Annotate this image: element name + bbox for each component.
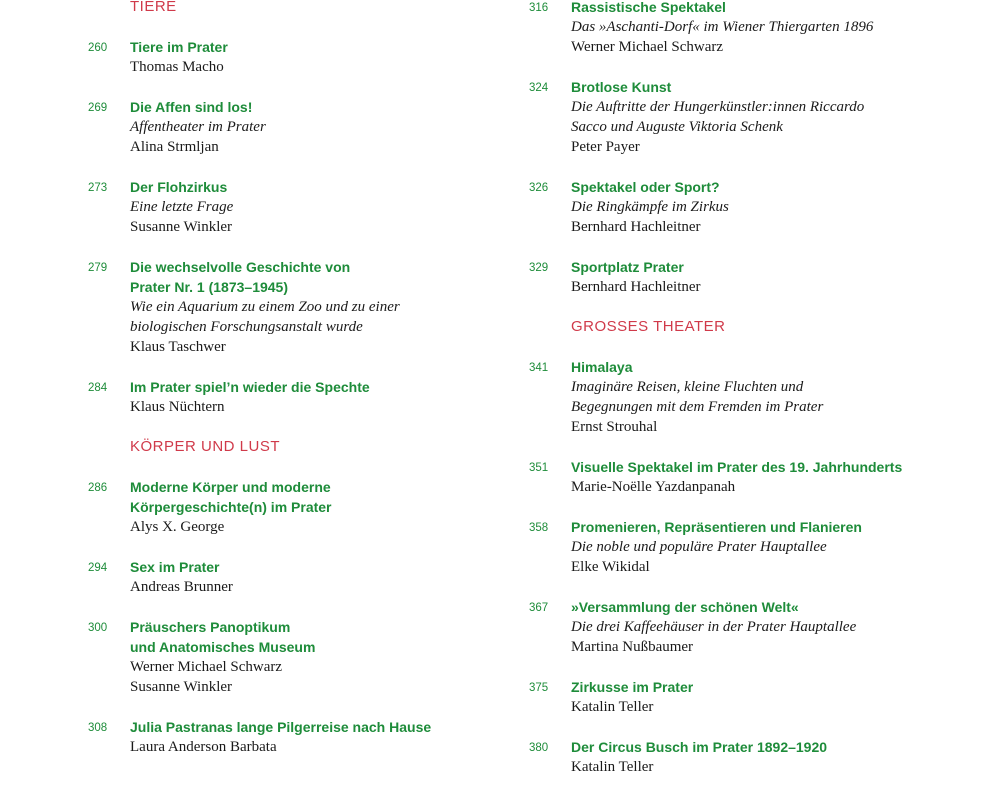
toc-entry-authors: Katalin Teller bbox=[571, 699, 654, 715]
toc-entry-subtitle: Eine letzte Frage bbox=[130, 199, 234, 215]
toc-left-column bbox=[88, 0, 528, 777]
toc-entry-title[interactable]: Julia Pastranas lange Pilgerreise nach Hause bbox=[130, 719, 432, 735]
toc-entry-authors: Bernhard Hachleitner bbox=[571, 219, 701, 235]
page-number: 269 bbox=[88, 102, 108, 114]
toc-entry-body bbox=[571, 357, 969, 437]
toc-entry[interactable] bbox=[529, 457, 969, 497]
toc-entry-authors: Alys X. George bbox=[130, 519, 225, 535]
toc-entry-title[interactable]: Rassistische Spektakel bbox=[571, 0, 726, 15]
toc-entry-subtitle: Die drei Kaffeehäuser in der Prater Hauptallee bbox=[571, 619, 857, 635]
toc-entry-title[interactable]: Sex im Prater bbox=[130, 559, 220, 575]
toc-entry-title[interactable]: Der Flohzirkus bbox=[130, 179, 228, 195]
toc-entry-authors: Andreas Brunner bbox=[130, 579, 233, 595]
toc-entry-authors: Alina Strmljan bbox=[130, 139, 219, 155]
page-number: 324 bbox=[529, 82, 549, 94]
toc-entry[interactable] bbox=[529, 357, 969, 437]
page-number: 316 bbox=[529, 2, 549, 14]
toc-entry-authors: Elke Wikidal bbox=[571, 559, 650, 575]
toc-entry-authors: Laura Anderson Barbata bbox=[130, 739, 277, 755]
toc-entry-subtitle: Die Ringkämpfe im Zirkus bbox=[571, 199, 729, 215]
toc-entry-title[interactable]: Zirkusse im Prater bbox=[571, 679, 694, 695]
toc-entry-body bbox=[130, 377, 528, 417]
section-heading-tiere: TIERE bbox=[130, 0, 177, 15]
toc-entry-subtitle: Die noble und populäre Prater Hauptallee bbox=[571, 539, 827, 555]
toc-entry-title[interactable]: Der Circus Busch im Prater 1892–1920 bbox=[571, 739, 828, 755]
toc-entry-title[interactable]: Die wechselvolle Geschichte von Prater Nr. 1 (1873–1945) bbox=[130, 259, 351, 295]
page-number: 341 bbox=[529, 362, 549, 374]
toc-entry-authors: Ernst Strouhal bbox=[571, 419, 658, 435]
toc-entry[interactable] bbox=[529, 177, 969, 237]
toc-entry-body bbox=[571, 0, 969, 57]
toc-entry-title[interactable]: Moderne Körper und moderne Körpergeschichte(n) im Prater bbox=[130, 479, 332, 515]
page-number: 326 bbox=[529, 182, 549, 194]
toc-entry-body bbox=[571, 77, 969, 157]
page-number: 284 bbox=[88, 382, 108, 394]
toc-entry[interactable] bbox=[529, 77, 969, 157]
toc-entry-authors: Werner Michael Schwarz Susanne Winkler bbox=[130, 659, 283, 695]
toc-entry-body bbox=[130, 177, 528, 237]
toc-entry-title[interactable]: Promenieren, Repräsentieren und Flanieren bbox=[571, 519, 862, 535]
toc-entry-title[interactable]: Die Affen sind los! bbox=[130, 99, 253, 115]
toc-entry-body bbox=[571, 737, 969, 777]
toc-entry-authors: Werner Michael Schwarz bbox=[571, 39, 724, 55]
toc-entry[interactable] bbox=[88, 177, 528, 237]
page-number: 286 bbox=[88, 482, 108, 494]
page-number: 260 bbox=[88, 42, 108, 54]
toc-entry-subtitle: Das »Aschanti-Dorf« im Wiener Thiergarten 1896 bbox=[571, 19, 874, 35]
page-number: 380 bbox=[529, 742, 549, 754]
toc-entry-body bbox=[571, 177, 969, 237]
toc-entry[interactable] bbox=[529, 517, 969, 577]
section-heading-grosses-theater: GROSSES THEATER bbox=[571, 318, 726, 335]
page-number: 329 bbox=[529, 262, 549, 274]
toc-entry-authors: Katalin Teller bbox=[571, 759, 654, 775]
toc-entry-title[interactable]: »Versammlung der schönen Welt« bbox=[571, 599, 799, 615]
page-number: 308 bbox=[88, 722, 108, 734]
toc-entry-body bbox=[571, 517, 969, 577]
toc-entry-body bbox=[130, 477, 528, 537]
toc-entry-authors: Thomas Macho bbox=[130, 59, 224, 75]
section-heading-korper-und-lust: KÖRPER UND LUST bbox=[130, 438, 281, 455]
toc-entry-title[interactable]: Himalaya bbox=[571, 359, 633, 375]
toc-entry-authors: Peter Payer bbox=[571, 139, 640, 155]
toc-entry-title[interactable]: Tiere im Prater bbox=[130, 39, 228, 55]
toc-entry-subtitle: Affentheater im Prater bbox=[130, 119, 266, 135]
page-number: 273 bbox=[88, 182, 108, 194]
toc-entry-body bbox=[130, 557, 528, 597]
toc-entry-body bbox=[130, 717, 528, 757]
toc-entry-subtitle: Imaginäre Reisen, kleine Fluchten und Begegnungen mit dem Fremden im Prater bbox=[571, 379, 824, 415]
toc-entry-body bbox=[571, 677, 969, 717]
page-number: 358 bbox=[529, 522, 549, 534]
toc-entry-authors: Martina Nußbaumer bbox=[571, 639, 694, 655]
toc-entry-title[interactable]: Präuschers Panoptikum und Anatomisches Museum bbox=[130, 619, 316, 655]
toc-entry[interactable] bbox=[88, 557, 528, 597]
page-number: 375 bbox=[529, 682, 549, 694]
toc-entry-body bbox=[571, 457, 969, 497]
toc-entry[interactable] bbox=[88, 617, 528, 697]
toc-entry-authors: Klaus Nüchtern bbox=[130, 399, 225, 415]
toc-entry-title[interactable]: Visuelle Spektakel im Prater des 19. Jahrhunderts bbox=[571, 459, 903, 475]
page-number: 351 bbox=[529, 462, 549, 474]
page-number: 279 bbox=[88, 262, 108, 274]
toc-entry[interactable] bbox=[88, 37, 528, 77]
toc-entry-body bbox=[130, 37, 528, 77]
page-number: 300 bbox=[88, 622, 108, 634]
toc-entry-authors: Susanne Winkler bbox=[130, 219, 233, 235]
toc-entry-body bbox=[130, 97, 528, 157]
toc-entry-subtitle: Die Auftritte der Hungerkünstler:innen Riccardo Sacco und Auguste Viktoria Schenk bbox=[571, 99, 865, 135]
toc-entry[interactable] bbox=[529, 257, 969, 297]
toc-entry[interactable] bbox=[529, 677, 969, 717]
toc-entry[interactable] bbox=[529, 597, 969, 657]
toc-entry-authors: Marie-Noëlle Yazdanpanah bbox=[571, 479, 736, 495]
page-number: 294 bbox=[88, 562, 108, 574]
toc-entry[interactable] bbox=[88, 717, 528, 757]
toc-entry-body bbox=[130, 617, 528, 697]
toc-right-column bbox=[529, 0, 969, 797]
toc-entry-title[interactable]: Spektakel oder Sport? bbox=[571, 179, 720, 195]
toc-entry[interactable] bbox=[88, 377, 528, 417]
toc-entry-authors: Bernhard Hachleitner bbox=[571, 279, 701, 295]
toc-entry-title[interactable]: Sportplatz Prater bbox=[571, 259, 684, 275]
toc-entry[interactable] bbox=[88, 477, 528, 537]
toc-entry-body bbox=[571, 257, 969, 297]
toc-entry[interactable] bbox=[529, 737, 969, 777]
toc-entry-authors: Klaus Taschwer bbox=[130, 339, 226, 355]
toc-entry-title[interactable]: Im Prater spiel’n wieder die Spechte bbox=[130, 379, 370, 395]
toc-entry[interactable] bbox=[88, 97, 528, 157]
toc-entry[interactable] bbox=[88, 257, 528, 357]
toc-entry[interactable] bbox=[529, 0, 969, 57]
page-number: 367 bbox=[529, 602, 549, 614]
toc-entry-body bbox=[571, 597, 969, 657]
toc-entry-body bbox=[130, 257, 528, 357]
toc-entry-subtitle: Wie ein Aquarium zu einem Zoo und zu einer biologischen Forschungsanstalt wurde bbox=[130, 299, 400, 335]
toc-entry-title[interactable]: Brotlose Kunst bbox=[571, 79, 672, 95]
